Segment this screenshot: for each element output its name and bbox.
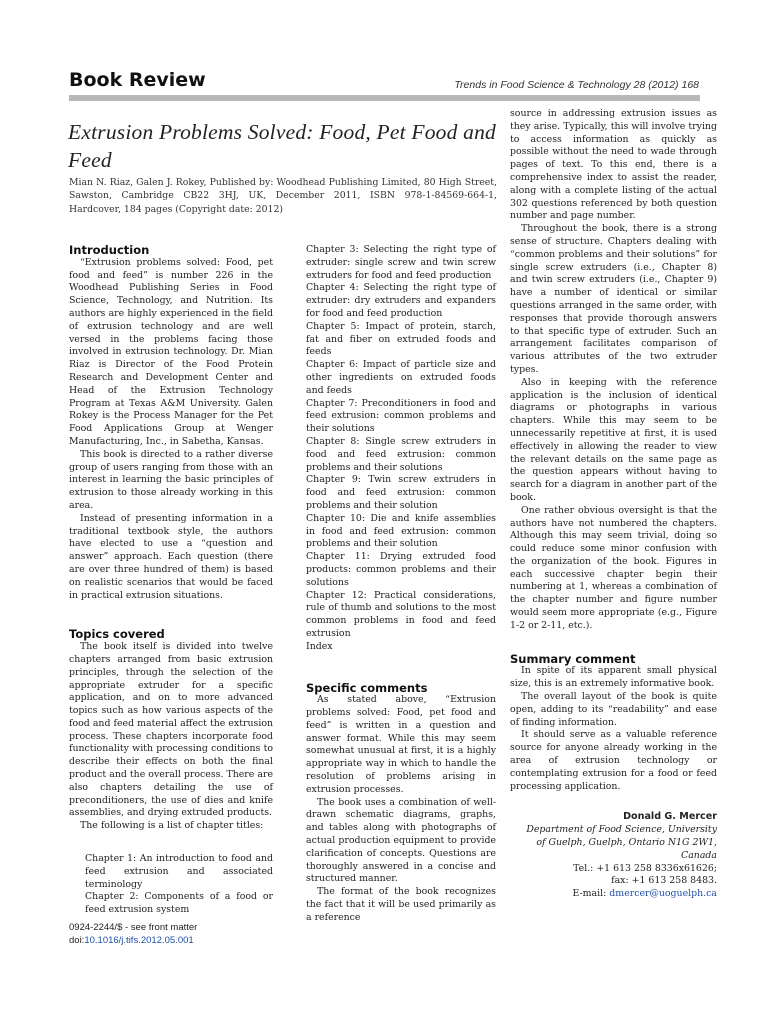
topics-paragraph-2: The following is a list of chapter titles: <box>80 820 264 832</box>
doi-link[interactable]: 10.1016/j.tifs.2012.05.001 <box>84 935 194 946</box>
chapter-item: Chapter 7: Preconditioners in food and feed extrusion: common problems and their solutions <box>306 397 496 435</box>
body-paragraph-diagrams: Also in keeping with the reference application is the inclusion of identical diagrams or photographs in various chapters. While this may seem to be unnecessarily repetitive at first, it is used effectively in allowing the reader to view the relevant details on the same page as the question appears without having to search for a diagram in another part of the book. <box>510 376 717 503</box>
bibliographic-details: Mian N. Riaz, Galen J. Rokey, Published by: Woodhead Publishing Limited, 80 High Street, Sawston, Cambridge CB22 3HJ, UK, December 2011, ISBN 978-1-84569-664-1, Hardcover, 184 pages (Copyright date: 2012) <box>69 177 497 215</box>
chapter-item: Chapter 9: Twin screw extruders in food and feed extrusion: common problems and their solution <box>306 474 496 511</box>
heading-specific-comments: Specific comments <box>306 680 428 695</box>
reviewer-name: Donald G. Mercer <box>623 811 717 823</box>
issn-line: 0924-2244/$ - see front matter <box>69 922 198 933</box>
chapter-list-start <box>69 853 273 917</box>
column-middle <box>306 244 496 925</box>
intro-paragraph-3: Instead of presenting information in a traditional textbook style, the authors have elected to use a “question and answer” approach. Each question (there are over three hundred of them) is based on realistic scenarios that would be faced in practical extrusion situations. <box>69 512 273 601</box>
reviewer-affiliation-line-3: Canada <box>681 849 717 861</box>
reviewer-signature <box>510 811 717 901</box>
reviewer-email-line <box>510 888 717 901</box>
specific-paragraph-1: As stated above, “Extrusion problems solved: Food, pet food and feed” is written in a question and answer format. While this may seem somewhat unusual at first, it is a highly appropriate way in which to handle the resolution of problems arising in extrusion processes. <box>306 694 496 795</box>
summary-paragraph-2: The overall layout of the book is quite open, adding to its “readability” and ease of finding information. <box>510 691 717 728</box>
reviewer-fax: fax: +1 613 258 8483. <box>611 875 717 887</box>
doi-line <box>69 934 197 947</box>
email-link[interactable]: dmercer@uoguelph.ca <box>609 888 717 900</box>
chapter-list-continued <box>306 244 496 654</box>
chapter-item: Chapter 8: Single screw extruders in food and feed extrusion: common problems and their solutions <box>306 435 496 473</box>
heading-introduction: Introduction <box>69 243 150 257</box>
heading-summary-comment: Summary comment <box>510 651 636 666</box>
chapter-item: Chapter 12: Practical considerations, rule of thumb and solutions to the most common problems in food and feed extrusion <box>306 589 496 639</box>
doi-label: doi: <box>69 935 85 946</box>
reviewer-affiliation-line-2: of Guelph, Guelph, Ontario N1G 2W1, <box>536 837 717 849</box>
journal-citation: Trends in Food Science & Technology 28 (2012) 168 <box>454 79 699 91</box>
intro-paragraph-1: “Extrusion problems solved: Food, pet food and feed” is number 226 in the Woodhead Publishing Series in Food Science, Technology, and Nutrition. Its authors are highly experienced in the field of extrusion technology and are well versed in the problems facing those involved in extrusion technology. Dr. Mian Riaz is Director of the Food Protein Research and Development Center and Head of the Extrusion Technology Program at Texas A&M University. Galen Rokey is the Process Manager for the Pet Food Applications Group at Wenger Manufacturing, Inc., in Sabetha, Kansas. <box>69 256 273 447</box>
column-right <box>510 108 717 901</box>
article-title: Extrusion Problems Solved: Food, Pet Food and Feed <box>68 120 496 172</box>
summary-paragraph-1: In spite of its apparent small physical size, this is an extremely informative book. <box>510 665 717 690</box>
footer <box>69 921 197 947</box>
body-paragraph-continued: source in addressing extrusion issues as they arise. Typically, this will involve trying to access information as quickly as possible without the need to wade through pages of text. To this end, there is a comprehensive index to assist the reader, along with a complete listing of the actual 302 questions referenced by both question number and page number. <box>510 108 717 222</box>
chapter-item: Chapter 4: Selecting the right type of extruder: dry extruders and expanders for food and feed production <box>306 282 496 319</box>
intro-paragraph-2: This book is directed to a rather diverse group of users ranging from those with an interest in learning the basic principles of extrusion to those already working in this area. <box>69 448 273 511</box>
header-rule <box>69 95 700 101</box>
chapter-item: Chapter 3: Selecting the right type of extruder: single screw and twin screw extruders for food and feed production <box>306 244 496 281</box>
body-paragraph-oversight: One rather obvious oversight is that the authors have not numbered the chapters. Although this may seem trivial, doing so could reduce some minor confusion with the organization of the book. Figures in each successive chapter begin their numbering at 1, whereas a combination of the chapter number and figure number would seem more appropriate (e.g., Figure 1-2 or 2-11, etc.). <box>510 504 717 631</box>
specific-paragraph-3: The format of the book recognizes the fact that it will be used primarily as a reference <box>306 886 496 923</box>
chapter-item: Chapter 1: An introduction to food and feed extrusion and associated terminology <box>85 853 273 890</box>
chapter-item: Chapter 2: Components of a food or feed extrusion system <box>85 891 273 916</box>
chapter-item: Chapter 6: Impact of particle size and other ingredients on extruded foods and feeds <box>306 359 496 396</box>
body-paragraph-structure: Throughout the book, there is a strong sense of structure. Chapters dealing with “common problems and their solutions” for single screw extruders (i.e., Chapter 8) and twin screw extruders (i.e., Chapter 9) have a number of identical or similar questions arranged in the same order, with responses that provide thorough answers to that specific type of extruder. Such an arrangement facilitates comparison of various attributes of the two extruder types. <box>510 223 717 375</box>
reviewer-telephone: Tel.: +1 613 258 8336x61626; <box>573 862 717 874</box>
section-title: Book Review <box>69 69 206 91</box>
email-label: E-mail: <box>572 888 610 900</box>
topics-paragraph-1: The book itself is divided into twelve chapters arranged from basic extrusion principles, through the selection of the appropriate extruder for a specific application, and on to more advanced topics such as how various aspects of the food and feed material affect the extrusion process. These chapters incorporate food functionality with processing conditions to describe their effects on both the final product and the overall process. There are also chapters detailing the use of preconditioners, the use of dies and knife assemblies, and drying extruded products. <box>69 641 273 819</box>
heading-topics-covered: Topics covered <box>69 627 165 642</box>
chapter-item: Chapter 5: Impact of protein, starch, fat and fiber on extruded foods and feeds <box>306 320 496 358</box>
specific-paragraph-2: The book uses a combination of well-drawn schematic diagrams, graphs, and tables along with photographs of actual production equipment to provide clarification of concepts. Questions are thoroughly answered in a concise and structured manner. <box>306 796 496 885</box>
chapter-item: Chapter 11: Drying extruded food products: common problems and their solutions <box>306 551 496 588</box>
summary-paragraph-3: It should serve as a valuable reference source for anyone already working in the area of extrusion technology or contemplating extrusion for a food or feed processing application. <box>510 729 717 792</box>
reviewer-affiliation-line-1: Department of Food Science, University <box>526 824 717 836</box>
chapter-item: Index <box>306 640 333 652</box>
column-left <box>69 244 273 917</box>
chapter-item: Chapter 10: Die and knife assemblies in food and feed extrusion: common problems and their solution <box>306 512 496 550</box>
